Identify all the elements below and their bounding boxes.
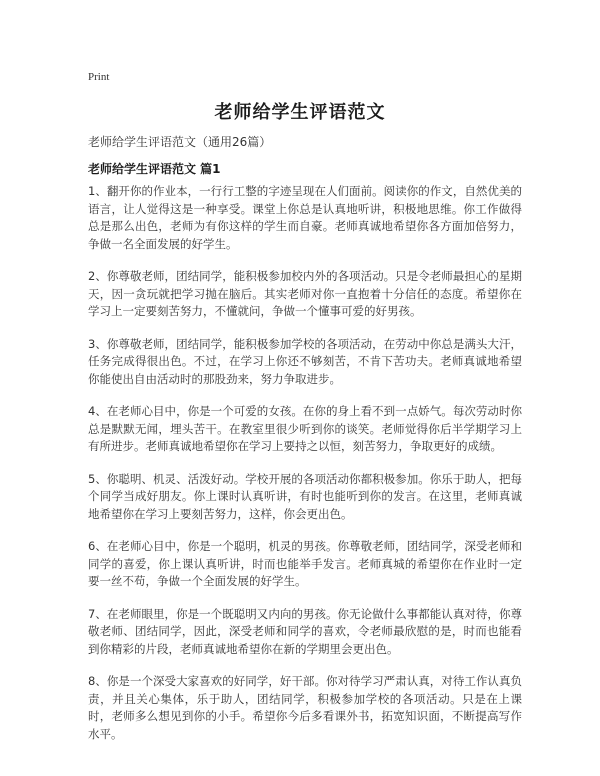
article-body — [88, 183, 522, 758]
paragraph-5: 5、你聪明、机灵、活泼好动。学校开展的各项活动你都积极参加。你乐于助人，把每个同学当成好朋友。你上课时认真听讲，有时也能听到你的发言。在这里，老师真诚地希望你在学习上要刻苦努力，这样，你会更出色。 — [88, 471, 522, 521]
paragraph-8: 8、你是一个深受大家喜欢的好同学，好干部。你对待学习严肃认真，对待工作认真负责，并且关心集体，乐于助人，团结同学，积极参加学校的各项活动。只是在上课时，老师多么想见到你的小手。希望你今后多看课外书，拓宽知识面，不断提高写作水平。 — [88, 674, 522, 741]
section-heading: 老师给学生评语范文 篇1 — [88, 162, 221, 176]
page-title: 老师给学生评语范文 — [214, 102, 386, 123]
paragraph-7: 7、在老师眼里，你是一个既聪明又内向的男孩。你无论做什么事都能认真对待，你尊敬老师、团结同学，因此，深受老师和同学的喜欢，令老师最欣慰的是，时而也能看到你精彩的片段，老师真诚地希望你在新的学期里会更出色。 — [88, 606, 522, 656]
print-link[interactable]: Print — [88, 71, 110, 83]
document-subtitle: 老师给学生评语范文（通用26篇） — [88, 135, 272, 149]
paragraph-2: 2、你尊敬老师，团结同学，能积极参加校内外的各项活动。只是令老师最担心的星期天，因一贪玩就把学习抛在脑后。其实老师对你一直抱着十分信任的态度。希望你在学习上一定要刻苦努力，不懂就问，争做一个懂事可爱的好男孩。 — [88, 269, 522, 318]
paragraph-3: 3、你尊敬老师，团结同学，能积极参加学校的各项活动，在劳动中你总是满头大汗，任务完成得很出色。不过，在学习上你还不够刻苦，不肯下苦功夫。老师真诚地希望你能使出自由活动时的那股劲来，努力争取进步。 — [88, 336, 522, 386]
paragraph-4: 4、在老师心目中，你是一个可爱的女孩。在你的身上看不到一点娇气。每次劳动时你总是默默无闻，埋头苦干。在教室里很少听到你的谈笑。老师觉得你后半学期学习上有所进步。老师真诚地希望你在学习上要持之以恒，刻苦努力，争取更好的成绩。 — [88, 404, 522, 453]
paragraph-6: 6、在老师心目中，你是一个聪明，机灵的男孩。你尊敬老师，团结同学，深受老师和同学的喜爱，你上课认真听讲，时而也能举手发言。老师真城的希望你在作业时一定要一丝不苟，争做一个全面发展的好学生。 — [88, 539, 522, 588]
paragraph-1: 1、翻开你的作业本，一行行工整的字迹呈现在人们面前。阅读你的作文，自然优美的语言，让人觉得这是一种享受。课堂上你总是认真地听讲，积极地思维。你工作做得总是那么出色，老师为有你这样的学生而自豪。老师真诚地希望你各方面加倍努力，争做一名全面发展的好学生。 — [88, 184, 522, 251]
